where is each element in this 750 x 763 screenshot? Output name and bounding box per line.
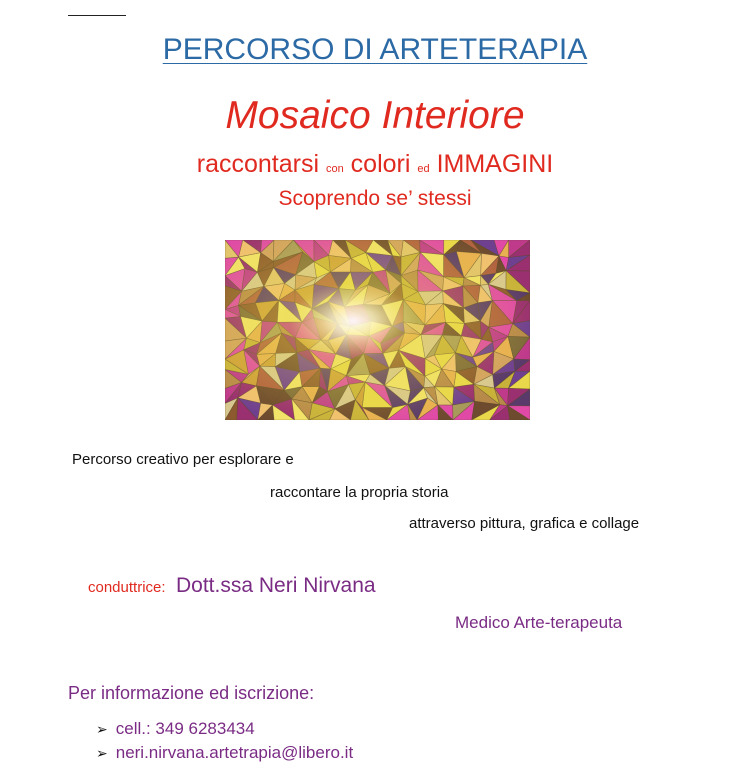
tagline-connector: con — [325, 163, 344, 175]
arrowhead-bullet-icon: ➢ — [96, 745, 108, 761]
tagline-connector: ed — [417, 163, 430, 175]
tagline-word: colori — [350, 150, 411, 178]
arrowhead-bullet-icon: ➢ — [96, 721, 108, 737]
contact-phone: cell.: 349 6283434 — [115, 719, 255, 738]
description-line: raccontare la propria storia — [270, 484, 449, 501]
leader-name: Dott.ssa Neri Nirvana — [176, 574, 376, 597]
contact-heading: Per informazione ed iscrizione: — [68, 683, 315, 703]
description-line: Percorso creativo per esplorare e — [72, 451, 294, 468]
mosaic-image — [225, 240, 530, 420]
contact-email-item — [96, 743, 353, 763]
leader-line — [88, 574, 376, 598]
tagline-word: IMMAGINI — [436, 150, 554, 178]
tagline-word: raccontarsi — [196, 150, 320, 178]
leader-label: conduttrice: — [88, 579, 166, 596]
contact-email[interactable]: neri.nirvana.artetrapia@libero.it — [115, 743, 354, 762]
contact-phone-item — [96, 719, 255, 739]
page-title: PERCORSO DI ARTETERAPIA — [162, 33, 588, 66]
course-subtitle: Mosaico Interiore — [225, 94, 525, 137]
tagline — [0, 150, 750, 179]
description-line: attraverso pittura, grafica e collage — [409, 515, 640, 532]
header-rule — [68, 15, 126, 16]
tagline-secondary: Scoprendo se’ stessi — [278, 187, 472, 210]
leader-role: Medico Arte-terapeuta — [455, 613, 623, 632]
